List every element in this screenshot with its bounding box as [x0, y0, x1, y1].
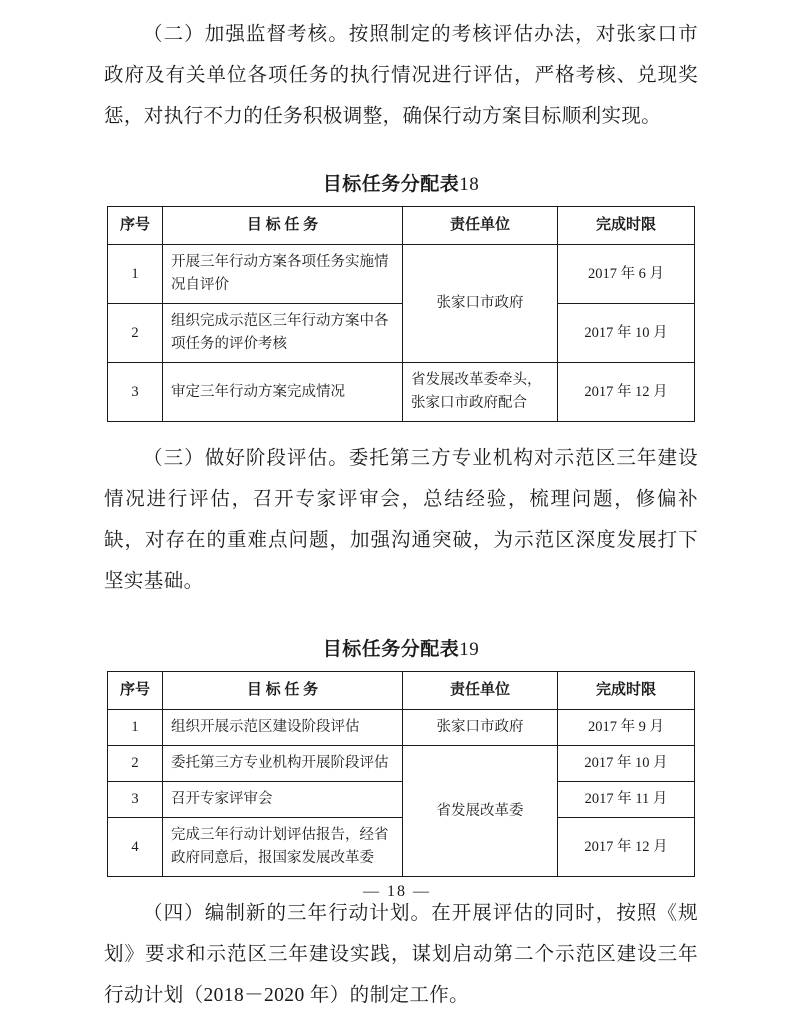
table-19-caption	[104, 634, 698, 661]
table-18-header-index: 序号	[108, 207, 163, 245]
row-task: 开展三年行动方案各项任务实施情况自评价	[163, 245, 403, 304]
row-index: 4	[108, 818, 163, 877]
row-unit: 张家口市政府	[403, 245, 558, 363]
table-18-caption	[104, 169, 698, 196]
row-unit: 张家口市政府	[403, 710, 558, 746]
table-18-body	[108, 245, 695, 422]
row-deadline: 2017 年 6 月	[558, 245, 695, 304]
row-index: 2	[108, 304, 163, 363]
table-18-caption-text: 目标任务分配表	[322, 174, 460, 195]
table-row	[108, 710, 695, 746]
table-18-header	[108, 207, 695, 245]
table-18-header-unit: 责任单位	[403, 207, 558, 245]
table-18-caption-number: 18	[459, 174, 480, 195]
table-19-body	[108, 710, 695, 877]
table-19	[107, 671, 695, 877]
row-deadline: 2017 年 10 月	[558, 304, 695, 363]
table-row	[108, 818, 695, 877]
row-deadline: 2017 年 12 月	[558, 363, 695, 422]
row-deadline: 2017 年 10 月	[558, 746, 695, 782]
table-row	[108, 245, 695, 304]
table-18-header-deadline: 完成时限	[558, 207, 695, 245]
row-index: 3	[108, 363, 163, 422]
spacer	[104, 602, 698, 620]
row-index: 1	[108, 710, 163, 746]
row-unit: 省发展改革委牵头，张家口市政府配合	[403, 363, 558, 422]
row-task: 审定三年行动方案完成情况	[163, 363, 403, 422]
table-19-header-deadline: 完成时限	[558, 672, 695, 710]
spacer	[104, 137, 698, 155]
row-unit: 省发展改革委	[403, 746, 558, 877]
table-row	[108, 363, 695, 422]
table-header-row	[108, 207, 695, 245]
table-19-header-task: 目 标 任 务	[163, 672, 403, 710]
spacer	[104, 422, 698, 438]
row-index: 1	[108, 245, 163, 304]
row-index: 2	[108, 746, 163, 782]
paragraph-2: （二）加强监督考核。按照制定的考核评估办法，对张家口市政府及有关单位各项任务的执行情况进行评估，严格考核、兑现奖惩，对执行不力的任务积极调整，确保行动方案目标顺利实现。	[104, 24, 698, 127]
row-task: 召开专家评审会	[163, 782, 403, 818]
table-18-header-task: 目 标 任 务	[163, 207, 403, 245]
row-deadline: 2017 年 9 月	[558, 710, 695, 746]
table-19-header	[108, 672, 695, 710]
table-header-row	[108, 672, 695, 710]
table-19-header-unit: 责任单位	[403, 672, 558, 710]
table-19-caption-text: 目标任务分配表	[322, 639, 460, 660]
row-deadline: 2017 年 11 月	[558, 782, 695, 818]
page-number: — 18 —	[363, 883, 431, 900]
table-19-header-index: 序号	[108, 672, 163, 710]
table-row	[108, 782, 695, 818]
row-task: 委托第三方专业机构开展阶段评估	[163, 746, 403, 782]
row-task: 组织完成示范区三年行动方案中各项任务的评价考核	[163, 304, 403, 363]
row-task: 完成三年行动计划评估报告，经省政府同意后，报国家发展改革委	[163, 818, 403, 877]
table-row	[108, 746, 695, 782]
row-deadline: 2017 年 12 月	[558, 818, 695, 877]
table-19-caption-number: 19	[459, 639, 480, 660]
table-18	[107, 206, 695, 422]
table-row	[108, 304, 695, 363]
paragraph-3: （三）做好阶段评估。委托第三方专业机构对示范区三年建设情况进行评估，召开专家评审会，总结经验，梳理问题，修偏补缺，对存在的重难点问题，加强沟通突破，为示范区深度发展打下坚实基础。	[104, 448, 698, 592]
row-task: 组织开展示范区建设阶段评估	[163, 710, 403, 746]
row-index: 3	[108, 782, 163, 818]
paragraph-4: （四）编制新的三年行动计划。在开展评估的同时，按照《规划》要求和示范区三年建设实践，谋划启动第二个示范区建设三年行动计划（2018－2020 年）的制定工作。	[104, 903, 698, 1006]
